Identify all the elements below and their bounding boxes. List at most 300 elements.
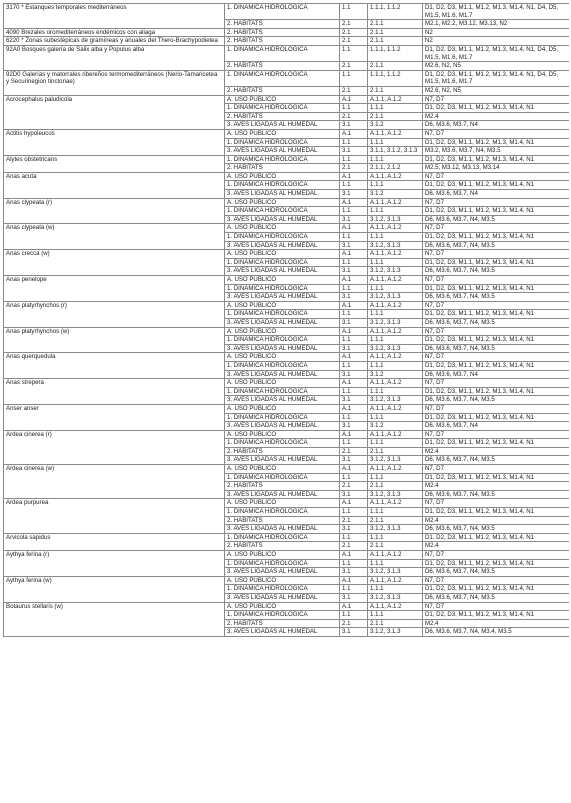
action-cell: 2.1.1	[368, 619, 423, 628]
species-habitat-cell: Anas crecca (w)	[4, 250, 225, 276]
objective-cell: 3.1	[340, 422, 368, 431]
measures-cell: N7, D7	[423, 465, 570, 474]
line-cell: 1. DINÁMICA HIDROLÓGICA	[225, 336, 340, 345]
table-row	[4, 404, 570, 413]
table-row	[4, 198, 570, 207]
objective-cell: 3.1	[340, 318, 368, 327]
line-cell: 1. DINÁMICA HIDROLÓGICA	[225, 559, 340, 568]
action-cell: 3.1.2, 3.1.3	[368, 490, 423, 499]
line-cell: A. USO PÚBLICO	[225, 224, 340, 233]
line-cell: A. USO PÚBLICO	[225, 430, 340, 439]
line-cell: 1. DINÁMICA HIDROLÓGICA	[225, 439, 340, 448]
line-cell: 3. AVES LIGADAS AL HUMEDAL	[225, 190, 340, 199]
measures-cell: D1, D2, D3, M1.1, M1.2, M1.3, M1.4, N1, D4, D5, M1.5, M1.6, M1.7	[423, 4, 570, 20]
action-cell: 3.1.2, 3.1.3	[368, 593, 423, 602]
objective-cell: 3.1	[340, 490, 368, 499]
action-cell: 3.1.2, 3.1.3	[368, 628, 423, 637]
measures-cell: D1, D2, D3, M1.1, M1.2, M1.3, M1.4, N1	[423, 336, 570, 345]
line-cell: A. USO PÚBLICO	[225, 276, 340, 285]
objective-cell: A.1	[340, 250, 368, 259]
species-habitat-cell: Arvicola sapidus	[4, 533, 225, 550]
line-cell: A. USO PÚBLICO	[225, 379, 340, 388]
action-cell: A.1.1, A.1.2	[368, 129, 423, 138]
objective-cell: 1.1	[340, 70, 368, 86]
line-cell: 2. HÁBITATS	[225, 86, 340, 95]
measures-cell: D1, D2, D3, M1.1, M1.2, M1.3, M1.4, N1	[423, 233, 570, 242]
objective-cell: 2.1	[340, 20, 368, 29]
measures-cell: D6, M3.6, M3.7, N4, M3.5	[423, 215, 570, 224]
action-cell: 3.1.1, 3.1.2, 3.1.3	[368, 147, 423, 156]
line-cell: 3. AVES LIGADAS AL HUMEDAL	[225, 241, 340, 250]
line-cell: 1. DINÁMICA HIDROLÓGICA	[225, 138, 340, 147]
measures-cell: N7, D7	[423, 602, 570, 611]
action-cell: 1.1.1	[368, 611, 423, 620]
species-habitat-cell: Anas strepera	[4, 379, 225, 405]
objective-cell: 2.1	[340, 86, 368, 95]
measures-cell: D1, D2, D3, M1.1, M1.2, M1.3, M1.4, N1	[423, 258, 570, 267]
action-cell: 1.1.1	[368, 559, 423, 568]
action-cell: 3.1.2, 3.1.3	[368, 344, 423, 353]
action-cell: A.1.1, A.1.2	[368, 576, 423, 585]
measures-cell: M2.4	[423, 482, 570, 491]
measures-cell: N7, D7	[423, 172, 570, 181]
line-cell: 3. AVES LIGADAS AL HUMEDAL	[225, 121, 340, 130]
line-cell: 3. AVES LIGADAS AL HUMEDAL	[225, 318, 340, 327]
objective-cell: 1.1	[340, 104, 368, 113]
action-cell: A.1.1, A.1.2	[368, 404, 423, 413]
measures-cell: D1, D2, D3, M1.1, M1.2, M1.3, M1.4, N1	[423, 104, 570, 113]
line-cell: 1. DINÁMICA HIDROLÓGICA	[225, 611, 340, 620]
measures-cell: D1, D2, D3, M1.1, M1.2, M1.3, M1.4, N1	[423, 413, 570, 422]
table-row	[4, 499, 570, 508]
objective-cell: 3.1	[340, 241, 368, 250]
species-habitat-cell: Ardea purpurea	[4, 499, 225, 533]
objective-cell: 3.1	[340, 215, 368, 224]
line-cell: 3. AVES LIGADAS AL HUMEDAL	[225, 628, 340, 637]
measures-cell: N7, D7	[423, 198, 570, 207]
measures-cell: D6, M3.6, M3.7, N4, M3.5	[423, 293, 570, 302]
action-cell: A.1.1, A.1.2	[368, 430, 423, 439]
line-cell: 2. HÁBITATS	[225, 37, 340, 46]
table-row	[4, 172, 570, 181]
table-row	[4, 70, 570, 86]
line-cell: 2. HÁBITATS	[225, 112, 340, 121]
objective-cell: A.1	[340, 404, 368, 413]
action-cell: 1.1.1	[368, 473, 423, 482]
action-cell: 1.1.1	[368, 207, 423, 216]
measures-cell: N7, D7	[423, 129, 570, 138]
measures-cell: D6, M3.6, M3.7, N4, M3.5	[423, 344, 570, 353]
management-table	[3, 3, 569, 637]
species-habitat-cell: Alytes obstetricans	[4, 155, 225, 172]
action-cell: 1.1.1	[368, 508, 423, 517]
action-cell: A.1.1, A.1.2	[368, 250, 423, 259]
objective-cell: 2.1	[340, 164, 368, 173]
action-cell: 2.1.1	[368, 37, 423, 46]
objective-cell: A.1	[340, 576, 368, 585]
table-row	[4, 28, 570, 37]
species-habitat-cell: Anas clypeata (w)	[4, 224, 225, 250]
line-cell: 2. HÁBITATS	[225, 164, 340, 173]
objective-cell: A.1	[340, 224, 368, 233]
line-cell: 3. AVES LIGADAS AL HUMEDAL	[225, 215, 340, 224]
measures-cell: D1, D2, D3, M1.1, M1.2, M1.3, M1.4, N1	[423, 138, 570, 147]
line-cell: 3. AVES LIGADAS AL HUMEDAL	[225, 525, 340, 534]
measures-cell: D1, D2, D3, M1.1, M1.2, M1.3, M1.4, N1	[423, 611, 570, 620]
line-cell: 3. AVES LIGADAS AL HUMEDAL	[225, 456, 340, 465]
action-cell: 3.1.2, 3.1.3	[368, 525, 423, 534]
line-cell: 1. DINÁMICA HIDROLÓGICA	[225, 104, 340, 113]
objective-cell: 3.1	[340, 370, 368, 379]
objective-cell: 1.1	[340, 413, 368, 422]
line-cell: 1. DINÁMICA HIDROLÓGICA	[225, 207, 340, 216]
table-row	[4, 224, 570, 233]
objective-cell: 2.1	[340, 28, 368, 37]
line-cell: 1. DINÁMICA HIDROLÓGICA	[225, 181, 340, 190]
table-row	[4, 155, 570, 164]
objective-cell: 2.1	[340, 482, 368, 491]
measures-cell: N7, D7	[423, 327, 570, 336]
line-cell: 1. DINÁMICA HIDROLÓGICA	[225, 361, 340, 370]
objective-cell: A.1	[340, 602, 368, 611]
objective-cell: 3.1	[340, 344, 368, 353]
measures-cell: N7, D7	[423, 224, 570, 233]
measures-cell: N7, D7	[423, 95, 570, 104]
measures-cell: D1, D2, D3, M1.1, M1.2, M1.3, M1.4, N1	[423, 559, 570, 568]
line-cell: 2. HÁBITATS	[225, 482, 340, 491]
line-cell: 1. DINÁMICA HIDROLÓGICA	[225, 233, 340, 242]
measures-cell: D1, D2, D3, M1.1, M1.2, M1.3, M1.4, N1	[423, 155, 570, 164]
objective-cell: 3.1	[340, 293, 368, 302]
measures-cell: D1, D2, D3, M1.1, M1.2, M1.3, M1.4, N1	[423, 533, 570, 542]
species-habitat-cell: Anas clypeata (r)	[4, 198, 225, 224]
table-row	[4, 533, 570, 542]
measures-cell: N7, D7	[423, 576, 570, 585]
action-cell: 2.1.1	[368, 542, 423, 551]
objective-cell: 1.1	[340, 4, 368, 20]
objective-cell: 1.1	[340, 387, 368, 396]
measures-cell: M2.4	[423, 516, 570, 525]
line-cell: 1. DINÁMICA HIDROLÓGICA	[225, 473, 340, 482]
objective-cell: A.1	[340, 301, 368, 310]
line-cell: 1. DINÁMICA HIDROLÓGICA	[225, 155, 340, 164]
measures-cell: D6, M3.6, M3.7, N4, M3.5	[423, 525, 570, 534]
line-cell: 1. DINÁMICA HIDROLÓGICA	[225, 413, 340, 422]
measures-cell: D1, D2, D3, M1.1, M1.2, M1.3, M1.4, N1, D4, D5, M1.5, M1.6, M1.7	[423, 45, 570, 61]
action-cell: 2.1.1	[368, 447, 423, 456]
line-cell: A. USO PÚBLICO	[225, 465, 340, 474]
table-row	[4, 379, 570, 388]
objective-cell: 3.1	[340, 121, 368, 130]
objective-cell: 1.1	[340, 508, 368, 517]
objective-cell: 1.1	[340, 585, 368, 594]
measures-cell: M2.1, M2.2, M3.12, M3.13, N2	[423, 20, 570, 29]
document-page	[3, 3, 569, 800]
measures-cell: D1, D2, D3, M1.1, M1.2, M1.3, M1.4, N1	[423, 585, 570, 594]
measures-cell: D6, M3.6, M3.7, N4, M3.5	[423, 490, 570, 499]
objective-cell: 2.1	[340, 542, 368, 551]
objective-cell: A.1	[340, 353, 368, 362]
line-cell: 3. AVES LIGADAS AL HUMEDAL	[225, 422, 340, 431]
line-cell: 3. AVES LIGADAS AL HUMEDAL	[225, 267, 340, 276]
measures-cell: D1, D2, D3, M1.1, M1.2, M1.3, M1.4, N1	[423, 181, 570, 190]
measures-cell: D6, M3.6, M3.7, N4	[423, 190, 570, 199]
measures-cell: D1, D2, D3, M1.1, M1.2, M1.3, M1.4, N1	[423, 473, 570, 482]
measures-cell: D6, M3.6, M3.7, N4, M3.5	[423, 568, 570, 577]
line-cell: 1. DINÁMICA HIDROLÓGICA	[225, 533, 340, 542]
measures-cell: D1, D2, D3, M1.1, M1.2, M1.3, M1.4, N1	[423, 439, 570, 448]
line-cell: A. USO PÚBLICO	[225, 301, 340, 310]
objective-cell: 1.1	[340, 473, 368, 482]
measures-cell: N7, D7	[423, 301, 570, 310]
action-cell: 2.1.1	[368, 86, 423, 95]
line-cell: 2. HÁBITATS	[225, 516, 340, 525]
action-cell: A.1.1, A.1.2	[368, 551, 423, 560]
measures-cell: D6, M3.6, M3.7, N4, M3.5	[423, 456, 570, 465]
objective-cell: 1.1	[340, 207, 368, 216]
line-cell: A. USO PÚBLICO	[225, 602, 340, 611]
objective-cell: 1.1	[340, 284, 368, 293]
objective-cell: 1.1	[340, 233, 368, 242]
species-habitat-cell: 3170 * Estanques temporales mediterráneos	[4, 4, 225, 29]
action-cell: A.1.1, A.1.2	[368, 379, 423, 388]
measures-cell: D1, D2, D3, M1.1, M1.2, M1.3, M1.4, N1	[423, 508, 570, 517]
line-cell: 1. DINÁMICA HIDROLÓGICA	[225, 45, 340, 61]
measures-cell: D6, M3.6, M3.7, N4, M3.5	[423, 267, 570, 276]
line-cell: A. USO PÚBLICO	[225, 576, 340, 585]
action-cell: 1.1.1	[368, 533, 423, 542]
line-cell: A. USO PÚBLICO	[225, 172, 340, 181]
line-cell: A. USO PÚBLICO	[225, 198, 340, 207]
objective-cell: A.1	[340, 499, 368, 508]
objective-cell: 1.1	[340, 559, 368, 568]
action-cell: A.1.1, A.1.2	[368, 465, 423, 474]
objective-cell: 3.1	[340, 190, 368, 199]
line-cell: 3. AVES LIGADAS AL HUMEDAL	[225, 370, 340, 379]
line-cell: A. USO PÚBLICO	[225, 250, 340, 259]
objective-cell: 3.1	[340, 525, 368, 534]
line-cell: 1. DINÁMICA HIDROLÓGICA	[225, 284, 340, 293]
table-row	[4, 301, 570, 310]
table-row	[4, 4, 570, 20]
measures-cell: D6, M3.6, M3.7, N4, M3.4, M3.5	[423, 628, 570, 637]
action-cell: A.1.1, A.1.2	[368, 198, 423, 207]
objective-cell: 3.1	[340, 267, 368, 276]
species-habitat-cell: Anas penelope	[4, 276, 225, 302]
measures-cell: D6, M3.6, M3.7, N4, M3.5	[423, 318, 570, 327]
line-cell: 3. AVES LIGADAS AL HUMEDAL	[225, 147, 340, 156]
table-row	[4, 250, 570, 259]
objective-cell: 1.1	[340, 181, 368, 190]
action-cell: 3.1.2	[368, 370, 423, 379]
line-cell: 2. HÁBITATS	[225, 20, 340, 29]
line-cell: 3. AVES LIGADAS AL HUMEDAL	[225, 293, 340, 302]
objective-cell: 1.1	[340, 45, 368, 61]
objective-cell: 1.1	[340, 258, 368, 267]
action-cell: 1.1.1, 1.1.2	[368, 70, 423, 86]
action-cell: 1.1.1	[368, 284, 423, 293]
table-row	[4, 37, 570, 46]
action-cell: 3.1.2, 3.1.3	[368, 456, 423, 465]
species-habitat-cell: Anser anser	[4, 404, 225, 430]
line-cell: A. USO PÚBLICO	[225, 95, 340, 104]
measures-cell: N7, D7	[423, 499, 570, 508]
line-cell: A. USO PÚBLICO	[225, 499, 340, 508]
line-cell: 1. DINÁMICA HIDROLÓGICA	[225, 585, 340, 594]
species-habitat-cell: Aythya ferina (w)	[4, 576, 225, 602]
line-cell: 1. DINÁMICA HIDROLÓGICA	[225, 387, 340, 396]
action-cell: 3.1.2, 3.1.3	[368, 267, 423, 276]
species-habitat-cell: Aythya ferina (r)	[4, 551, 225, 577]
objective-cell: A.1	[340, 379, 368, 388]
measures-cell: M2.5, M3.12, M3.13, M3.14	[423, 164, 570, 173]
objective-cell: 3.1	[340, 628, 368, 637]
objective-cell: 1.1	[340, 310, 368, 319]
table-row	[4, 45, 570, 61]
action-cell: 3.1.2, 3.1.3	[368, 568, 423, 577]
objective-cell: 2.1	[340, 112, 368, 121]
measures-cell: N7, D7	[423, 379, 570, 388]
action-cell: A.1.1, A.1.2	[368, 602, 423, 611]
species-habitat-cell: 92D0 Galerías y matorrales ribereños termomediterráneos (Nerio-Tamaricetea y Securinegion tinctoriae)	[4, 70, 225, 95]
objective-cell: A.1	[340, 465, 368, 474]
action-cell: 1.1.1	[368, 310, 423, 319]
line-cell: 1. DINÁMICA HIDROLÓGICA	[225, 4, 340, 20]
objective-cell: 3.1	[340, 396, 368, 405]
objective-cell: 1.1	[340, 155, 368, 164]
objective-cell: 1.1	[340, 138, 368, 147]
table-row	[4, 602, 570, 611]
measures-cell: D6, M3.6, M3.7, N4	[423, 422, 570, 431]
action-cell: 3.1.2	[368, 190, 423, 199]
table-row	[4, 327, 570, 336]
objective-cell: A.1	[340, 551, 368, 560]
table-row	[4, 95, 570, 104]
action-cell: 1.1.1	[368, 138, 423, 147]
action-cell: 3.1.2, 3.1.3	[368, 241, 423, 250]
line-cell: A. USO PÚBLICO	[225, 129, 340, 138]
species-habitat-cell: Anas querquedula	[4, 353, 225, 379]
objective-cell: 3.1	[340, 593, 368, 602]
species-habitat-cell: 4090 Brezales oromediterráneos endémicos con aliaga	[4, 28, 225, 37]
action-cell: 2.1.1	[368, 112, 423, 121]
action-cell: 3.1.2	[368, 121, 423, 130]
measures-cell: M2.6, N2, N5	[423, 86, 570, 95]
measures-cell: N7, D7	[423, 353, 570, 362]
measures-cell: D1, D2, D3, M1.1, M1.2, M1.3, M1.4, N1	[423, 310, 570, 319]
objective-cell: 3.1	[340, 456, 368, 465]
action-cell: 3.1.2, 3.1.3	[368, 396, 423, 405]
line-cell: 2. HÁBITATS	[225, 542, 340, 551]
measures-cell: M3.2, M3.6, M3.7, N4, M3.5	[423, 147, 570, 156]
objective-cell: A.1	[340, 95, 368, 104]
objective-cell: A.1	[340, 276, 368, 285]
measures-cell: D6, M3.6, M3.7, N4, M3.5	[423, 396, 570, 405]
line-cell: 3. AVES LIGADAS AL HUMEDAL	[225, 568, 340, 577]
table-body	[4, 4, 570, 637]
action-cell: 1.1.1	[368, 233, 423, 242]
line-cell: 1. DINÁMICA HIDROLÓGICA	[225, 508, 340, 517]
action-cell: 1.1.1	[368, 439, 423, 448]
line-cell: A. USO PÚBLICO	[225, 551, 340, 560]
action-cell: 3.1.2	[368, 422, 423, 431]
measures-cell: D6, M3.6, M3.7, N4	[423, 121, 570, 130]
line-cell: 2. HÁBITATS	[225, 62, 340, 71]
action-cell: 1.1.1	[368, 585, 423, 594]
action-cell: 2.1.1	[368, 516, 423, 525]
measures-cell: N7, D7	[423, 250, 570, 259]
measures-cell: D1, D2, D3, M1.1, M1.2, M1.3, M1.4, N1	[423, 387, 570, 396]
objective-cell: 2.1	[340, 447, 368, 456]
table-row	[4, 430, 570, 439]
action-cell: A.1.1, A.1.2	[368, 353, 423, 362]
objective-cell: A.1	[340, 327, 368, 336]
objective-cell: A.1	[340, 198, 368, 207]
species-habitat-cell: Ardea cinerea (w)	[4, 465, 225, 499]
action-cell: A.1.1, A.1.2	[368, 95, 423, 104]
objective-cell: 3.1	[340, 147, 368, 156]
line-cell: 3. AVES LIGADAS AL HUMEDAL	[225, 396, 340, 405]
action-cell: 3.1.2, 3.1.3	[368, 318, 423, 327]
objective-cell: 1.1	[340, 439, 368, 448]
objective-cell: 2.1	[340, 516, 368, 525]
objective-cell: 2.1	[340, 37, 368, 46]
measures-cell: N2	[423, 37, 570, 46]
line-cell: 2. HÁBITATS	[225, 28, 340, 37]
species-habitat-cell: Anas platyrhynchos (r)	[4, 301, 225, 327]
measures-cell: M2.6, N2, N5	[423, 62, 570, 71]
table-row	[4, 551, 570, 560]
action-cell: A.1.1, A.1.2	[368, 327, 423, 336]
objective-cell: 2.1	[340, 62, 368, 71]
action-cell: 1.1.1	[368, 387, 423, 396]
action-cell: 3.1.2, 3.1.3	[368, 293, 423, 302]
line-cell: 2. HÁBITATS	[225, 447, 340, 456]
action-cell: 1.1.1, 1.1.2	[368, 45, 423, 61]
measures-cell: D1, D2, D3, M1.1, M1.2, M1.3, M1.4, N1, D4, D5, M1.5, M1.6, M1.7	[423, 70, 570, 86]
action-cell: 1.1.1	[368, 361, 423, 370]
objective-cell: 1.1	[340, 336, 368, 345]
action-cell: 2.1.1	[368, 20, 423, 29]
line-cell: 1. DINÁMICA HIDROLÓGICA	[225, 310, 340, 319]
objective-cell: 3.1	[340, 568, 368, 577]
action-cell: 1.1.1	[368, 336, 423, 345]
table-row	[4, 129, 570, 138]
line-cell: A. USO PÚBLICO	[225, 353, 340, 362]
species-habitat-cell: Ardea cinerea (r)	[4, 430, 225, 464]
action-cell: A.1.1, A.1.2	[368, 276, 423, 285]
measures-cell: N7, D7	[423, 404, 570, 413]
action-cell: 3.1.2, 3.1.3	[368, 215, 423, 224]
action-cell: A.1.1, A.1.2	[368, 172, 423, 181]
measures-cell: N7, D7	[423, 276, 570, 285]
measures-cell: D6, M3.6, M3.7, N4, M3.5	[423, 593, 570, 602]
line-cell: A. USO PÚBLICO	[225, 404, 340, 413]
line-cell: 1. DINÁMICA HIDROLÓGICA	[225, 258, 340, 267]
line-cell: A. USO PÚBLICO	[225, 327, 340, 336]
measures-cell: N2	[423, 28, 570, 37]
table-row	[4, 465, 570, 474]
measures-cell: N7, D7	[423, 430, 570, 439]
measures-cell: M2.4	[423, 619, 570, 628]
measures-cell: M2.4	[423, 112, 570, 121]
species-habitat-cell: Anas platyrhynchos (w)	[4, 327, 225, 353]
action-cell: 2.1.1	[368, 28, 423, 37]
action-cell: 1.1.1	[368, 181, 423, 190]
species-habitat-cell: Botaurus stellaris (w)	[4, 602, 225, 636]
table-row	[4, 276, 570, 285]
objective-cell: 1.1	[340, 533, 368, 542]
